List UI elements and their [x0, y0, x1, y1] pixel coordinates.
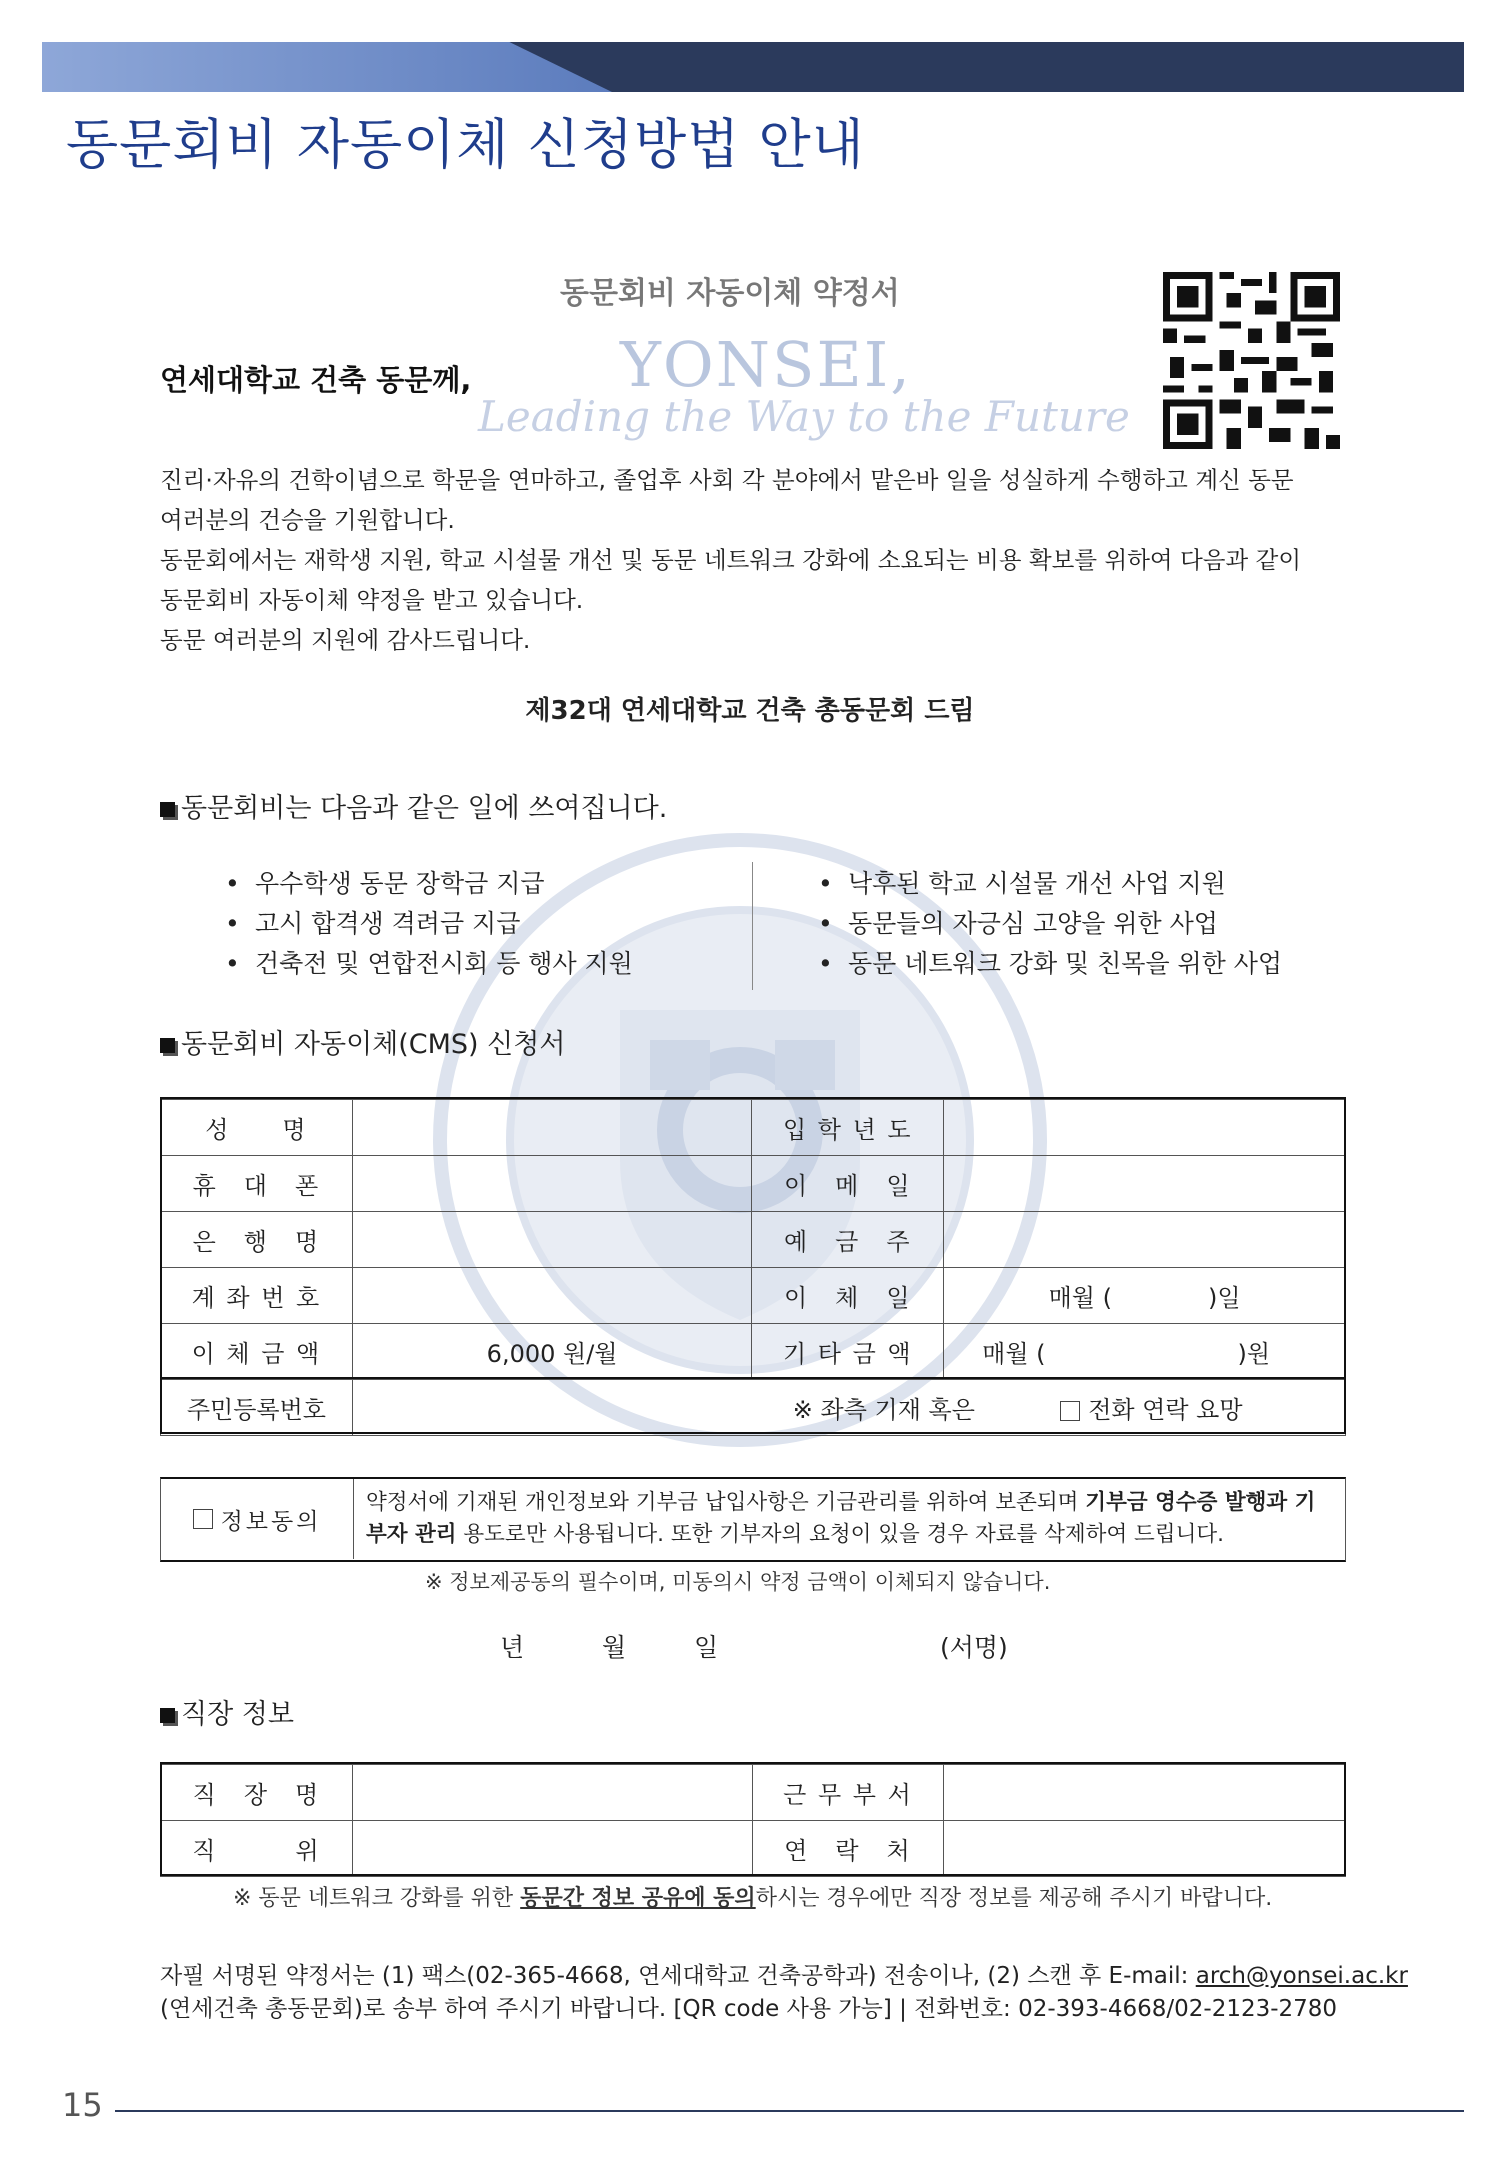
mobile-label: 휴 대 폰: [161, 1156, 353, 1212]
sign-month: 월: [602, 1633, 627, 1662]
intro-line: 동문회비 자동이체 약정을 받고 있습니다.: [160, 586, 584, 614]
phone-contact-label: 전화 연락 요망: [1088, 1396, 1243, 1424]
intro-line: 여러분의 건승을 기원합니다.: [160, 506, 455, 534]
table-row: [161, 1380, 1346, 1436]
page-title: 동문회비 자동이체 신청방법 안내: [66, 113, 865, 176]
slogan: Leading the Way to the Future: [478, 392, 1130, 441]
email-label: 이 메 일: [752, 1156, 944, 1212]
workplace-note: ※ 동문 네트워크 강화를 위한 동문간 정보 공유에 동의하시는 경우에만 직장 정보를 제공해 주시기 바랍니다.: [233, 1886, 1273, 1911]
workplace-heading: 직장 정보: [160, 1692, 294, 1731]
intro-paragraph: [160, 460, 1360, 660]
square-bullet-icon: [160, 1708, 175, 1723]
email-field[interactable]: [944, 1156, 1346, 1212]
other-amount-label: 기 타 금 액: [752, 1324, 944, 1380]
intro-line: 동문 여러분의 지원에 감사드립니다.: [160, 626, 531, 654]
list-item: • 동문 네트워크 강화 및 친목을 위한 사업: [818, 949, 1283, 978]
uses-heading: 동문회비는 다음과 같은 일에 쓰여집니다.: [160, 786, 667, 825]
table-row: [161, 1100, 1346, 1156]
workplace-table: [160, 1764, 1346, 1877]
account-holder-label: 예 금 주: [752, 1212, 944, 1268]
qr-code-icon[interactable]: [1163, 272, 1340, 449]
resident-number-field[interactable]: [352, 1380, 1345, 1436]
bank-label: 은 행 명: [161, 1212, 353, 1268]
resident-note: ※ 좌측 기재 혹은: [792, 1396, 975, 1424]
account-holder-field[interactable]: [944, 1212, 1346, 1268]
consent-checkbox[interactable]: [193, 1509, 213, 1529]
list-item: • 고시 합격생 격려금 지급: [225, 909, 521, 938]
department-field[interactable]: [944, 1765, 1346, 1821]
page-number: 15: [62, 2086, 103, 2124]
list-item: • 동문들의 자긍심 고양을 위한 사업: [818, 909, 1218, 938]
transfer-amount-field[interactable]: 6,000 원/월: [352, 1324, 752, 1380]
phone-contact-checkbox[interactable]: [1060, 1401, 1080, 1421]
square-bullet-icon: [160, 802, 175, 817]
consent-text: 약정서에 기재된 개인정보와 기부금 납입사항은 기금관리를 위하여 보존되며 기부금 영수증 발행과 기부자 관리 용도로만 사용됩니다. 또한 기부자의 요청이 있을 경우 자료를 삭제하여 드립니다.: [366, 1490, 1316, 1547]
sender-line: 제32대 연세대학교 건축 총동문회 드림: [525, 696, 975, 726]
entry-year-field[interactable]: [944, 1100, 1346, 1156]
footer-line: [115, 2110, 1464, 2112]
company-label: 직 장 명: [161, 1765, 353, 1821]
department-label: 근 무 부 서: [752, 1765, 944, 1821]
account-number-field[interactable]: [352, 1268, 752, 1324]
sign-field[interactable]: (서명): [940, 1633, 1008, 1662]
list-item: • 건축전 및 연합전시회 등 행사 지원: [225, 949, 633, 978]
list-item: • 우수학생 동문 장학금 지급: [225, 869, 545, 898]
table-row: [161, 1156, 1346, 1212]
consent-note: ※ 정보제공동의 필수이며, 미동의시 약정 금액이 이체되지 않습니다.: [425, 1570, 1051, 1594]
table-row: [161, 1268, 1346, 1324]
name-field[interactable]: [352, 1100, 752, 1156]
contact-field[interactable]: [944, 1821, 1346, 1877]
transfer-day-field[interactable]: 매월 ( )일: [944, 1268, 1346, 1324]
table-row: [161, 1765, 1346, 1821]
submission-instructions: 자필 서명된 약정서는 (1) 팩스(02-365-4668, 연세대학교 건축공학과) 전송이나, (2) 스캔 후 E-mail: arch@yonsei.ac.kr (연세건축 총동문회)로 송부 하여 주시기 바랍니다. [QR code 사용 가능] | 전화번호: 02-393-4668/02-2123-2780: [160, 1963, 1408, 2022]
greeting: 연세대학교 건축 동문께,: [160, 363, 472, 397]
intro-line: 진리·자유의 건학이념으로 학문을 연마하고, 졸업후 사회 각 분야에서 맡은바 일을 성실하게 수행하고 계신 동문: [160, 466, 1294, 494]
transfer-amount-label: 이 체 금 액: [161, 1324, 353, 1380]
table-row: [161, 1212, 1346, 1268]
account-number-label: 계 좌 번 호: [161, 1268, 353, 1324]
intro-line: 동문회에서는 재학생 지원, 학교 시설물 개선 및 동문 네트워크 강화에 소요되는 비용 확보를 위하여 다음과 같이: [160, 546, 1302, 574]
sign-day: 일: [694, 1633, 719, 1662]
company-field[interactable]: [352, 1765, 752, 1821]
position-field[interactable]: [352, 1821, 752, 1877]
table-row: [161, 1821, 1346, 1877]
email-link[interactable]: arch@yonsei.ac.kr: [1195, 1963, 1408, 1989]
consent-label-cell[interactable]: 정보동의: [161, 1479, 354, 1559]
yonsei-logo-text: YONSEI,: [620, 328, 912, 401]
uses-list-left: [225, 864, 633, 984]
bank-field[interactable]: [352, 1212, 752, 1268]
resident-number-label: 주민등록번호: [161, 1380, 353, 1436]
other-amount-field[interactable]: 매월 ( )원: [944, 1324, 1346, 1380]
contact-label: 연 락 처: [752, 1821, 944, 1877]
position-label: 직 위: [161, 1821, 353, 1877]
table-row: [161, 1324, 1346, 1380]
cms-form-table: [160, 1099, 1346, 1436]
square-bullet-icon: [160, 1038, 175, 1053]
list-item: • 낙후된 학교 시설물 개선 사업 지원: [818, 869, 1226, 898]
divider: [752, 862, 753, 990]
uses-list-right: [818, 864, 1282, 984]
agreement-title: 동문회비 자동이체 약정서: [560, 276, 900, 311]
consent-box: [160, 1477, 1346, 1562]
name-label: 성 명: [161, 1100, 353, 1156]
mobile-field[interactable]: [352, 1156, 752, 1212]
transfer-day-label: 이 체 일: [752, 1268, 944, 1324]
sign-year: 년: [500, 1633, 525, 1662]
entry-year-label: 입 학 년 도: [752, 1100, 944, 1156]
cms-heading: 동문회비 자동이체(CMS) 신청서: [160, 1022, 565, 1061]
